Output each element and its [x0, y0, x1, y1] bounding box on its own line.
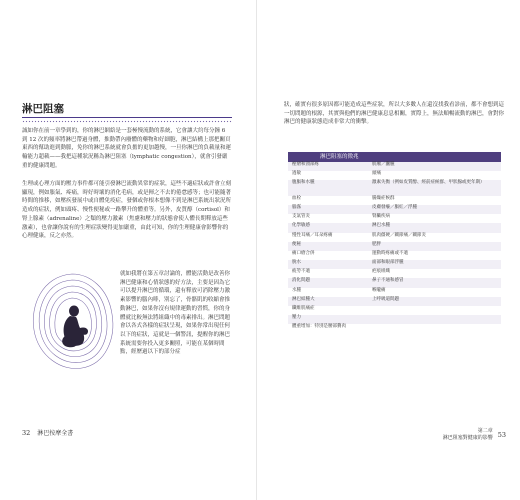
table-row — [288, 251, 501, 260]
symptom-cell-right: 激素失衡（例如皮質醇、經前症候群、甲狀腺或更年期） — [368, 180, 501, 195]
dotted-divider — [22, 120, 232, 123]
symptom-cell-left: 血栓 — [288, 196, 368, 205]
running-title: 淋巴按摩全書 — [37, 430, 74, 437]
table-row — [288, 196, 501, 205]
table-row — [288, 297, 501, 306]
symptom-cell-left: 淋巴結腫大 — [288, 297, 368, 306]
heading-rule — [22, 117, 232, 118]
page-number: 32 — [22, 429, 31, 437]
symptom-cell-left: 消化問題 — [288, 278, 368, 287]
table-row — [288, 324, 501, 333]
symptom-cell-right — [368, 315, 501, 324]
table-row — [288, 242, 501, 251]
symptom-cell-left: 脫水 — [288, 260, 368, 269]
symptom-cell-left: 壓力 — [288, 315, 368, 324]
chapter-title: 淋巴阻塞對健康的影響 — [442, 434, 493, 441]
symptom-cell-right: 上呼吸道問題 — [368, 297, 501, 306]
continued-paragraph: 狀，確實有很多原因都可能造成這些症狀，所以大多數人在還沒找我看診前，都不會想到這一切問題的根源，其實與他們的淋巴健康息息相關，實際上，無法順暢流動的淋巴，會對你淋巴的健康狀態造成非常大的衝擊。 — [284, 102, 505, 126]
symptom-cell-left: 慢性耳痛／耳朵疼痛 — [288, 233, 368, 242]
right-footer — [443, 428, 506, 441]
symptom-cell-left: 痛口瘡合併 — [288, 251, 368, 260]
symptom-cell-left: 便秘 — [288, 242, 368, 251]
table-row — [288, 278, 501, 287]
symptom-cell-right — [368, 324, 501, 333]
symptom-cell-right: 肥胖 — [368, 242, 501, 251]
symptom-cell-left: 支氣管炎 — [288, 214, 368, 223]
symptom-cell-left: 過敏 — [288, 171, 368, 180]
chapter-info — [443, 428, 493, 441]
right-page — [262, 0, 520, 500]
symptom-cell-left: 疲勞不適 — [288, 269, 368, 278]
section-heading: 淋巴阻塞 — [22, 103, 64, 115]
symptom-cell-right: 肌肉僵硬／關節痛／關節炎 — [368, 233, 501, 242]
table-body — [288, 162, 501, 334]
symptom-cell-left: 痤瘡和頸部疼 — [288, 162, 368, 171]
chapter-label: 第二章 — [477, 428, 493, 434]
left-footer — [22, 428, 73, 437]
symptom-cell-right: 疤痕組織 — [368, 269, 501, 278]
table-title: 淋巴阻塞的徵兆 — [288, 152, 501, 162]
symptom-cell-left: 化學敏感 — [288, 223, 368, 232]
table-row — [288, 260, 501, 269]
body-paragraph-1: 誠如你在前一章學到的，你的淋巴網絡是一套極慢流動的系統，它會讓大約每分鐘 6 到 12 次的頻率將淋巴帶過身體，推動帶內廢體的藥物和好細胞，淋巴結構上那把關頁東西的幫助進到動脈，免你的淋巴系統就會負擔的更加越慢，一旦你淋巴的負載量和運輸能力超載——我把這種狀況稱為淋巴阻塞（lymphatic congestion），就會引發嚴重的健康問題。 — [22, 128, 232, 169]
symptom-cell-right: 腸燥症候群 — [368, 196, 501, 205]
symptom-cell-right: 鼻子不通和感冒 — [368, 278, 501, 287]
symptom-cell-left: 體重增加：特別是腰部贅肉 — [288, 324, 368, 333]
table-row — [288, 315, 501, 324]
symptom-cell-right: 運動時疼痛或不適 — [368, 251, 501, 260]
table-row — [288, 223, 501, 232]
table-row — [288, 288, 501, 297]
symptom-cell-right: 皮膚發癢／脹紅／浮腫 — [368, 205, 501, 214]
symptom-cell-right: 淋巴水腫 — [368, 223, 501, 232]
symptom-cell-right: 腎臟疾病 — [368, 214, 501, 223]
body-paragraph-3: 就如我將在第五章討論的，體能活動是改善你淋巴健康和心情狀態的好方法，主要是因為它可以提升淋巴的循環，還有釋放可消除壓力激素影響的腦內啡，別忘了，骨骼肌的收縮會推動淋巴，如果你沒有規律運動的習慣，你的身體就比較無法將組織中的毒素排出。淋巴問題會以各式各樣的症狀呈現，如果你常出現任何以下的症狀，這就是一個警訊，提醒你的淋巴系統需要你投入更多關照，可能在某個時間點，經歷過以下的部分症 — [120, 271, 231, 356]
symptom-cell-right: 肌瘤／囊腫 — [368, 162, 501, 171]
symptom-cell-left: 水腫 — [288, 288, 368, 297]
table-row — [288, 214, 501, 223]
symptom-table — [288, 152, 501, 334]
symptom-cell-right: 頭痛 — [368, 171, 501, 180]
body-paragraph-2: 生理或心理方面的壓力事件都可能引發淋巴流動異常的症狀，這些不適症狀或許會立刻顯現，例如脹氣、疼痛，時好時壞的消化毛病，或是揮之不去的倦怠感等；也可能隨著時間的推移，如壓疾發展中或自體免疫症，發個或你根本想像不到是淋巴系統出狀況所造成的症狀，例如頭疼、慢性便秘或一路攀升的體重等。另外，皮質醇（cortisol）和腎上腺素（adrenaline）之類的壓力激素（焦慮和壓力的狀態會使人體長期釋放這些激素），也會讓你說有的生理症狀變得更加嚴重，由此可知，你的生理健康會影響你的心理健康，反之亦然。 — [22, 181, 232, 240]
table-row — [288, 205, 501, 214]
table-row — [288, 171, 501, 180]
table-row — [288, 162, 501, 171]
symptom-cell-right: 面部和眼部浮腫 — [368, 260, 501, 269]
symptom-cell-left: 腹脹和水腫 — [288, 180, 368, 195]
symptom-cell-left: 纖維肌痛症 — [288, 306, 368, 315]
symptom-cell-right: 喉嚨痛 — [368, 288, 501, 297]
symptom-cell-left: 腦霧 — [288, 205, 368, 214]
table-row — [288, 180, 501, 195]
table-row — [288, 306, 501, 315]
curled-body-illustration — [24, 268, 120, 376]
left-page — [0, 0, 257, 500]
symptom-cell-right — [368, 306, 501, 315]
table-row — [288, 233, 501, 242]
page-number: 53 — [497, 430, 506, 439]
